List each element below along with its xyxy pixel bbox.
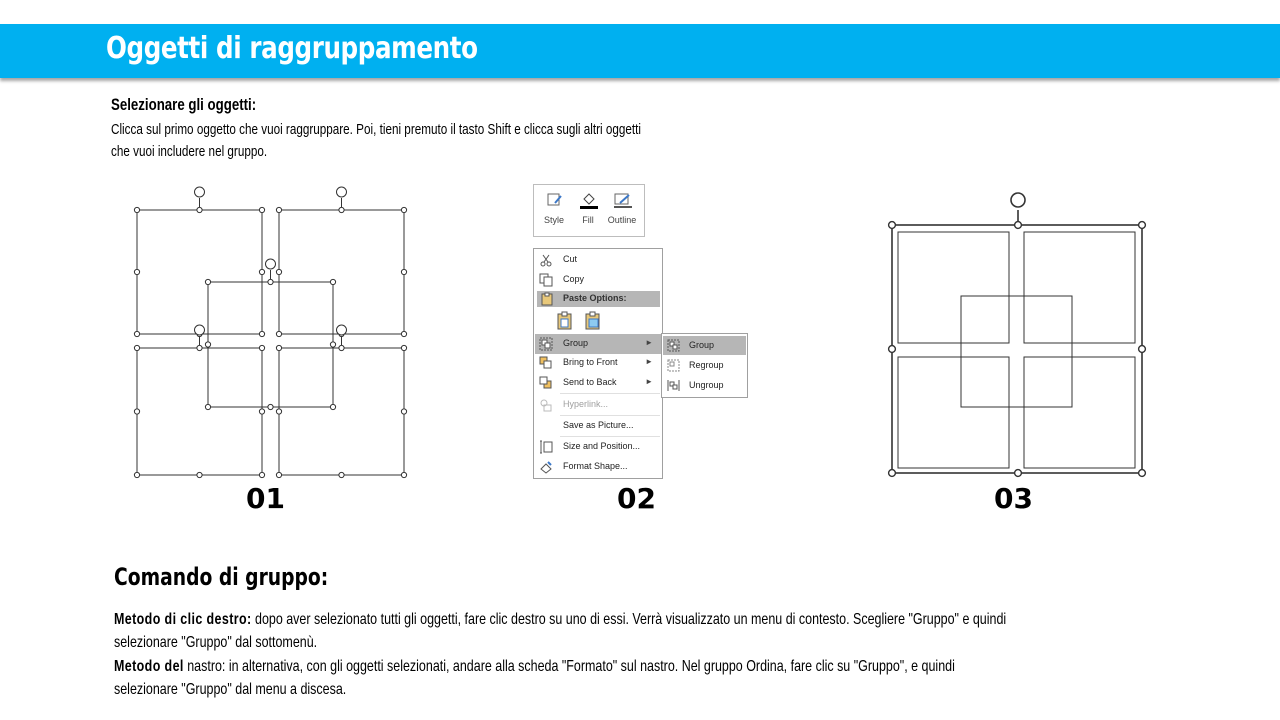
square-top-right	[279, 210, 404, 334]
paste-options-label: Paste Options:	[563, 293, 627, 303]
square-bottom-left	[137, 348, 262, 475]
menu-separator	[560, 393, 660, 394]
menu-item-size-and-position[interactable]	[535, 437, 661, 457]
menu-label-copy: Copy	[563, 274, 585, 284]
selection-handle	[1015, 222, 1022, 229]
ribbon-text-1: nastro: in alternativa, con gli oggetti selezionati, andare alla scheda "Formato" sul nastro. Nel gruppo Ordina, fare clic su "Gruppo", e quindi	[183, 658, 955, 675]
bring-to-front-icon	[539, 356, 553, 370]
selection-handle	[259, 409, 264, 414]
selection-handle	[1139, 346, 1146, 353]
selection-handle	[401, 345, 406, 350]
clipboard-icon	[540, 292, 554, 306]
submenu-item-regroup[interactable]	[663, 356, 746, 375]
square-center	[961, 296, 1072, 407]
selection-handle	[134, 472, 139, 477]
regroup-icon	[667, 359, 680, 372]
square-bottom-right	[1024, 357, 1135, 468]
selection-handle	[134, 269, 139, 274]
group-icon	[539, 337, 553, 351]
selection-handle	[889, 470, 896, 477]
style-button[interactable]	[538, 187, 570, 233]
ungroup-icon	[667, 379, 680, 392]
scissors-icon	[539, 253, 553, 267]
selection-handle	[134, 409, 139, 414]
right-click-label: Metodo di clic destro:	[114, 611, 252, 628]
selection-handle	[205, 342, 210, 347]
ribbon-shape-styles	[533, 184, 645, 237]
selection-handle	[205, 279, 210, 284]
submenu-item-group[interactable]	[663, 336, 746, 355]
paste-options-row	[554, 309, 634, 333]
group-bounding-box	[892, 225, 1142, 473]
selection-handle	[339, 207, 344, 212]
selection-handle	[276, 331, 281, 336]
rotate-handle-icon	[337, 187, 347, 197]
style-label: Style	[543, 215, 564, 225]
selection-handle	[259, 472, 264, 477]
size-position-icon	[539, 440, 553, 454]
rotate-handle-icon	[195, 187, 205, 197]
selection-handle	[330, 342, 335, 347]
menu-item-cut[interactable]	[535, 250, 661, 270]
submenu-arrow-icon: ►	[645, 357, 653, 366]
selection-handle	[330, 404, 335, 409]
section-title: Comando di gruppo:	[114, 563, 329, 591]
square-top-left	[898, 232, 1009, 343]
selection-handle	[339, 472, 344, 477]
selection-handle	[197, 472, 202, 477]
menu-item-hyperlink	[535, 395, 661, 415]
selection-handle	[401, 207, 406, 212]
send-to-back-icon	[539, 376, 553, 390]
menu-item-format-shape[interactable]	[535, 457, 661, 477]
shape-style-icon	[546, 191, 564, 209]
submenu-label-regroup: Regroup	[689, 360, 724, 370]
square-top-right	[1024, 232, 1135, 343]
figure-selected-squares	[130, 180, 420, 480]
menu-item-save-as-picture[interactable]	[535, 416, 661, 436]
ribbon-method	[114, 655, 955, 701]
context-menu	[533, 248, 663, 479]
selection-handle	[134, 345, 139, 350]
selection-handle	[197, 207, 202, 212]
selection-handle	[330, 279, 335, 284]
menu-label-size-and-position: Size and Position...	[563, 441, 641, 451]
selection-handle	[197, 345, 202, 350]
selection-handle	[268, 279, 273, 284]
square-bottom-right	[279, 348, 404, 475]
selection-handle	[276, 472, 281, 477]
menu-label-bring-to-front: Bring to Front	[563, 357, 618, 367]
rotate-handle-icon	[195, 325, 205, 335]
selection-handle	[268, 404, 273, 409]
square-center	[208, 282, 333, 407]
menu-label-format-shape: Format Shape...	[563, 461, 628, 471]
select-title: Selezionare gli oggetti:	[111, 95, 257, 114]
selection-handle	[889, 346, 896, 353]
format-shape-icon	[539, 460, 553, 474]
selection-handle	[259, 345, 264, 350]
ribbon-text-2: selezionare "Gruppo" dal menu a discesa.	[114, 681, 347, 698]
paste-keep-formatting-icon[interactable]	[556, 311, 574, 331]
selection-handle	[134, 207, 139, 212]
selection-handle	[889, 222, 896, 229]
menu-label-cut: Cut	[563, 254, 578, 264]
menu-label-hyperlink: Hyperlink...	[563, 399, 609, 409]
rotate-handle-icon	[266, 259, 276, 269]
figure-grouped-squares	[885, 188, 1150, 483]
ribbon-label: Metodo del	[114, 658, 184, 675]
submenu-label-group: Group	[689, 340, 715, 350]
selection-handle	[276, 409, 281, 414]
right-click-method	[114, 608, 1006, 654]
group-submenu	[661, 333, 748, 398]
selection-handle	[401, 409, 406, 414]
selection-handle	[339, 345, 344, 350]
paste-options-header	[537, 291, 660, 307]
selection-handle	[276, 345, 281, 350]
menu-item-group[interactable]	[535, 334, 661, 354]
selection-handle	[259, 207, 264, 212]
figure-number-1: 01	[246, 482, 285, 515]
selection-handle	[401, 331, 406, 336]
menu-item-copy[interactable]	[535, 270, 661, 290]
figure-number-2: 02	[617, 482, 656, 515]
menu-label-save-as-picture: Save as Picture...	[563, 420, 634, 430]
square-bottom-left	[898, 357, 1009, 468]
selection-handle	[205, 404, 210, 409]
submenu-arrow-icon: ►	[645, 377, 653, 386]
selection-handle	[1139, 470, 1146, 477]
selection-handle	[276, 207, 281, 212]
select-line-2: che vuoi includere nel gruppo.	[111, 143, 268, 160]
rotate-handle-icon	[1011, 193, 1025, 207]
outline-pen-icon	[614, 191, 632, 209]
submenu-label-ungroup: Ungroup	[689, 380, 724, 390]
outline-button[interactable]	[606, 187, 638, 233]
paste-picture-icon[interactable]	[584, 311, 602, 331]
right-click-line-1	[114, 608, 1006, 631]
figure-number-3: 03	[994, 482, 1033, 515]
menu-label-send-to-back: Send to Back	[563, 377, 617, 387]
selection-handle	[1139, 222, 1146, 229]
fill-bucket-icon	[580, 191, 598, 209]
fill-button[interactable]	[572, 187, 604, 233]
submenu-arrow-icon: ►	[645, 338, 653, 347]
right-click-text-2: selezionare "Gruppo" dal sottomenù.	[114, 634, 318, 651]
right-click-text-1: dopo aver selezionato tutti gli oggetti, fare clic destro su uno di essi. Verrà visualizzato un menu di contesto. Scegliere "Gruppo" e quindi	[251, 611, 1007, 628]
rotate-handle-icon	[337, 325, 347, 335]
select-line-1: Clicca sul primo oggetto che vuoi raggruppare. Poi, tieni premuto il tasto Shift e clicca sugli altri oggetti	[111, 121, 642, 138]
selection-handle	[401, 269, 406, 274]
select-body	[111, 119, 641, 163]
selection-handle	[259, 331, 264, 336]
menu-item-bring-to-front[interactable]	[535, 353, 661, 373]
ribbon-line-1	[114, 655, 955, 678]
menu-label-group: Group	[563, 338, 589, 348]
selection-handle	[276, 269, 281, 274]
hyperlink-icon	[539, 398, 553, 412]
copy-icon	[539, 273, 553, 287]
selection-handle	[401, 472, 406, 477]
menu-item-send-to-back[interactable]	[535, 373, 661, 393]
selection-handle	[1015, 470, 1022, 477]
selection-handle	[134, 331, 139, 336]
submenu-item-ungroup[interactable]	[663, 376, 746, 395]
square-top-left	[137, 210, 262, 334]
outline-label: Outline	[607, 215, 637, 225]
title-bar	[0, 24, 1280, 78]
fill-label: Fill	[582, 215, 594, 225]
page-title: Oggetti di raggruppamento	[106, 31, 478, 66]
selection-handle	[259, 269, 264, 274]
group-icon	[667, 339, 680, 352]
